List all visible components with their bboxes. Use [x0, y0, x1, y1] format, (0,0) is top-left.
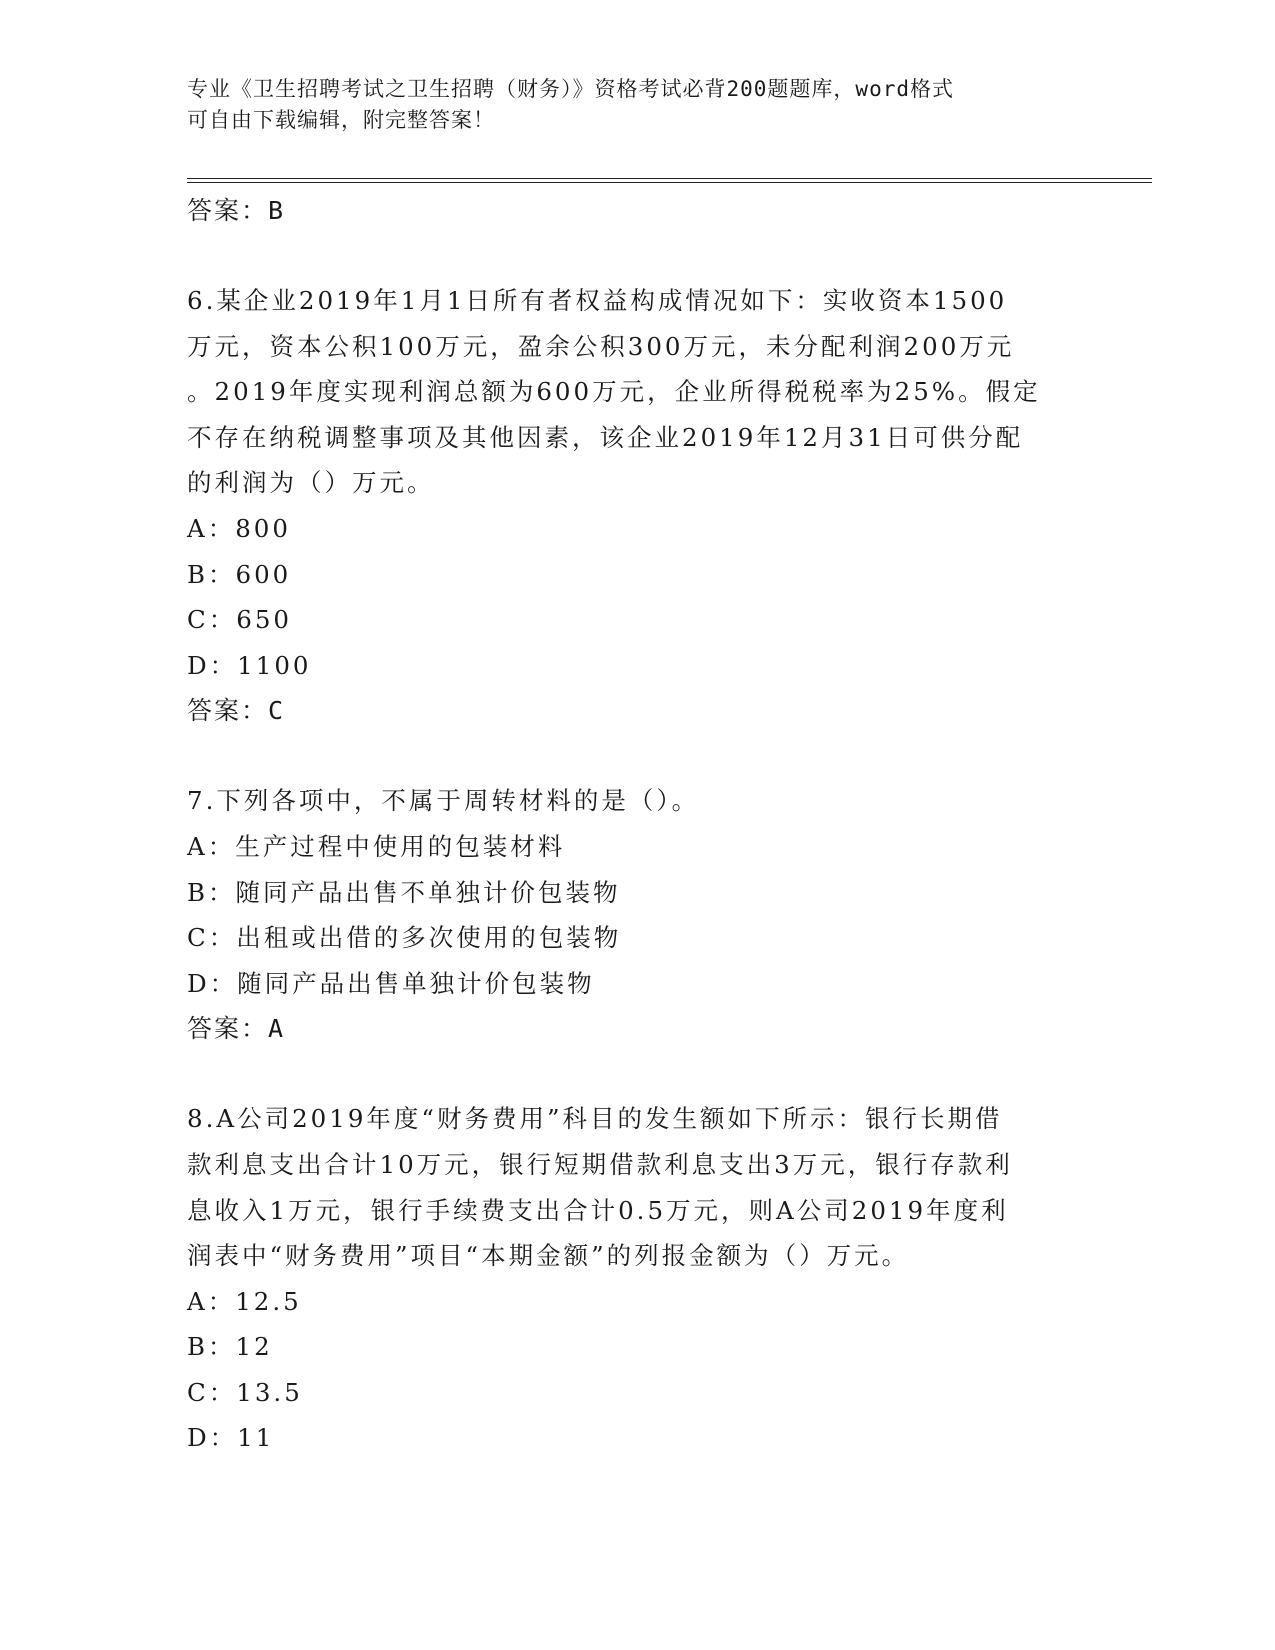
question-6-option-b: B：600 [187, 559, 292, 589]
header-divider-bottom [187, 182, 1152, 183]
question-8-line-2: 款利息支出合计10万元，银行短期借款利息支出3万元，银行存款利 [187, 1149, 1013, 1179]
question-8 [187, 1096, 1087, 1461]
question-8-line-4: 润表中“财务费用”项目“本期金额”的列报金额为（）万元。 [187, 1241, 910, 1271]
question-8-option-d: D：11 [187, 1423, 275, 1453]
question-8-line-3: 息收入1万元，银行手续费支出合计0.5万元，则A公司2019年度利 [187, 1195, 1009, 1225]
document-header [187, 74, 1067, 136]
question-list [187, 188, 1087, 1461]
question-7 [187, 778, 1087, 1052]
header-divider-top [187, 178, 1152, 179]
answer-previous: 答案：B [187, 196, 286, 225]
question-6-option-c: C：650 [187, 605, 293, 635]
question-6-line-5: 的利润为（）万元。 [187, 468, 435, 498]
question-8-option-a: A：12.5 [187, 1286, 302, 1316]
question-6-option-a: A：800 [187, 513, 291, 543]
question-7-option-c: C：出租或出借的多次使用的包装物 [187, 923, 622, 953]
question-6-line-1: 6.某企业2019年1月1日所有者权益构成情况如下：实收资本1500 [187, 286, 1008, 315]
question-6-answer: 答案：C [187, 696, 286, 726]
header-line-2: 可自由下载编辑，附完整答案！ [187, 108, 495, 132]
question-8-option-c: C：13.5 [187, 1377, 303, 1407]
question-7-option-a: A：生产过程中使用的包装材料 [187, 831, 566, 861]
question-7-line-1: 7.下列各项中，不属于周转材料的是（）。 [187, 786, 700, 816]
question-8-option-b: B：12 [187, 1332, 273, 1362]
question-6-option-d: D：1100 [187, 650, 312, 680]
question-8-line-1: 8.A公司2019年度“财务费用”科目的发生额如下所示：银行长期借 [187, 1104, 1003, 1134]
question-6-line-2: 万元，资本公积100万元，盈余公积300万元，未分配利润200万元 [187, 331, 1015, 361]
question-7-option-d: D：随同产品出售单独计价包装物 [187, 968, 595, 998]
question-6 [187, 278, 1087, 734]
question-7-answer: 答案：A [187, 1014, 286, 1044]
question-6-line-3: 。2019年度实现利润总额为600万元，企业所得税税率为25%。假定 [187, 377, 1041, 407]
header-line-1: 专业《卫生招聘考试之卫生招聘（财务）》资格考试必背200题题库，word格式 [187, 77, 954, 101]
question-7-option-b: B：随同产品出售不单独计价包装物 [187, 877, 621, 907]
question-6-line-4: 不存在纳税调整事项及其他因素，该企业2019年12月31日可供分配 [187, 422, 1024, 452]
